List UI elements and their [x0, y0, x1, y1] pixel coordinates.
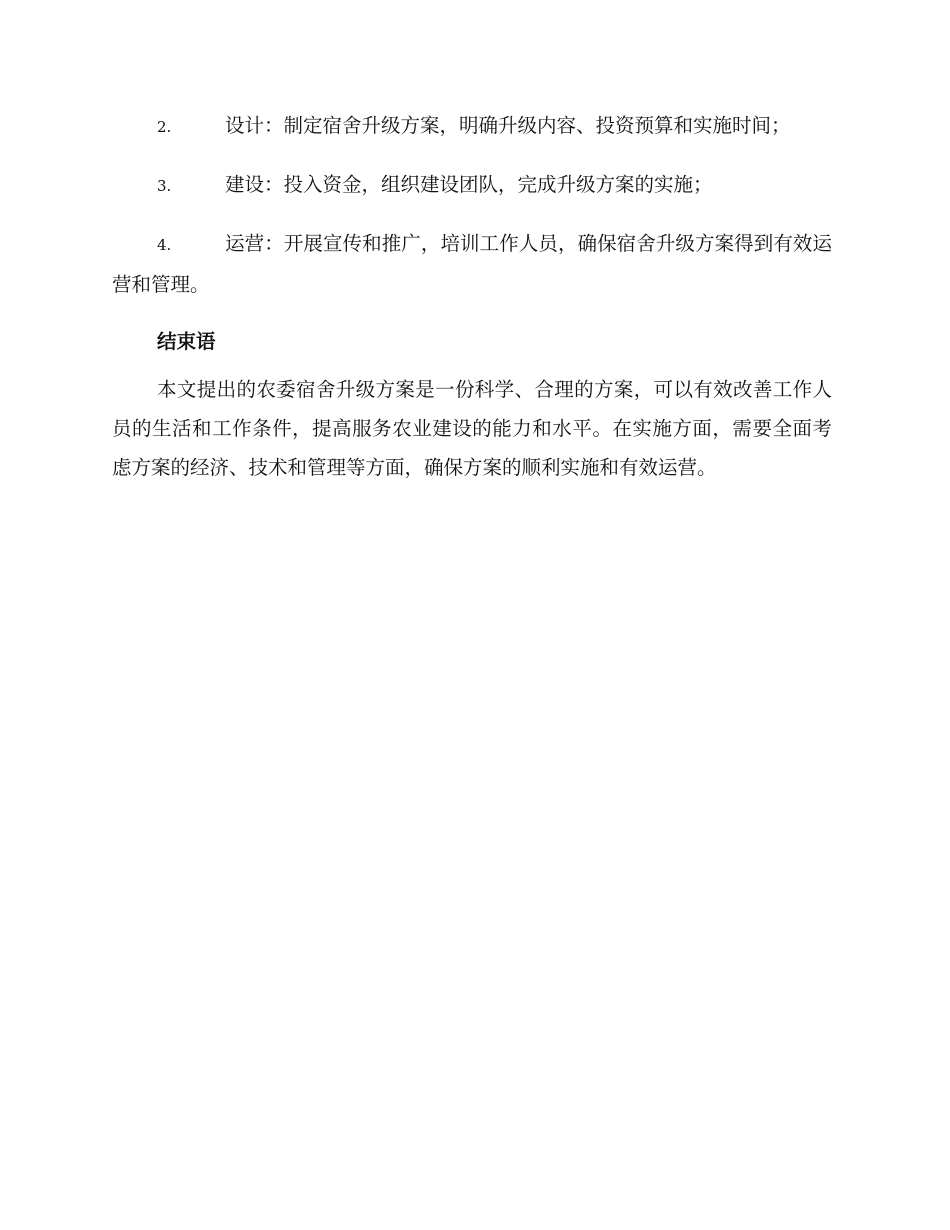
list-item-design: [112, 106, 832, 147]
list-item-text: 运营：开展宣传和推广，培训工作人员，确保宿舍升级方案得到有效运营和管理。: [112, 232, 832, 296]
list-item-text: 设计：制定宿舍升级方案，明确升级内容、投资预算和实施时间；: [225, 114, 791, 137]
list-item-construction: [112, 165, 832, 206]
document-body: [112, 106, 832, 487]
conclusion-paragraph: 本文提出的农委宿舍升级方案是一份科学、合理的方案，可以有效改善工作人员的生活和工作条件，提高服务农业建设的能力和水平。在实施方面，需要全面考虑方案的经济、技术和管理等方面，确保方案的顺利实施和有效运营。: [112, 378, 832, 479]
list-item-operation: [112, 224, 832, 304]
list-number: 3.: [157, 177, 172, 195]
list-number: 2.: [157, 118, 172, 136]
list-number: 4.: [157, 236, 172, 254]
conclusion-heading: 结束语: [157, 330, 216, 353]
list-item-text: 建设：投入资金，组织建设团队，完成升级方案的实施；: [225, 173, 713, 196]
